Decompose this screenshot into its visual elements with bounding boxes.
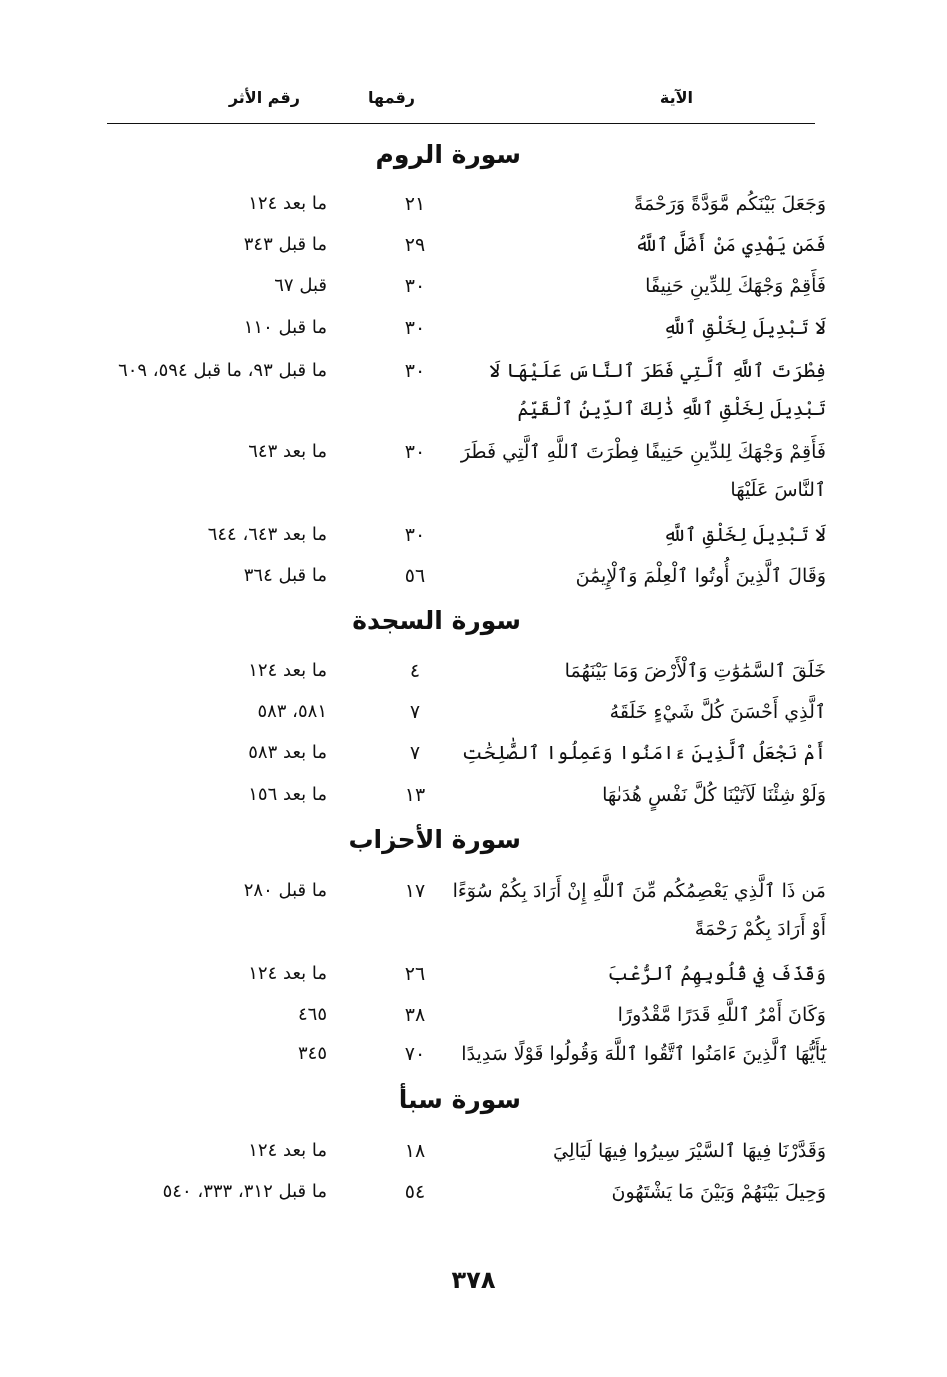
- verse-text: وَحِيلَ بَيْنَهُمْ وَبَيْنَ مَا يَشْتَهُونَ: [611, 1181, 826, 1203]
- verse-number: ٥٦: [404, 565, 426, 587]
- reference-number: ما قبل ٩٣، ما قبل ٥٩٤، ٦٠٩: [118, 360, 327, 381]
- verse-text: وَقَدَّرْنَا فِيهَا ٱلسَّيْرَ سِيرُوا فِيهَا لَيَالِيَ: [552, 1140, 826, 1162]
- verse-text: مَن ذَا ٱلَّذِي يَعْصِمُكُم مِّنَ ٱللَّهِ إِنْ أَرَادَ بِكُمْ سُوٓءًا أَوْ أَرَادَ بِكُمْ رَحْمَةً: [452, 880, 826, 940]
- reference-number: ما قبل ٣٤٣: [243, 234, 327, 255]
- verse-number: ٣٠: [404, 275, 426, 297]
- reference-number: ما قبل ١١٠: [243, 317, 327, 338]
- verse-number: ١٧: [404, 880, 426, 902]
- verse-text: فَمَن يَهْدِي مَنْ أَضَلَّ ٱللَّهُ: [634, 234, 826, 256]
- verse-text: وَقَالَ ٱلَّذِينَ أُوتُوا ٱلْعِلْمَ وَٱلْإِيمَٰنَ: [575, 565, 826, 587]
- verse-column-header: الآية: [659, 88, 693, 107]
- surah-title: سورة الأحزاب: [348, 825, 521, 854]
- verse-text: يَٰٓأَيُّهَا ٱلَّذِينَ ءَامَنُوا ٱتَّقُوا ٱللَّهَ وَقُولُوا قَوْلًا سَدِيدًا: [461, 1043, 826, 1065]
- reference-number: ما بعد ٥٨٣: [248, 742, 327, 763]
- verse-number: ٣٠: [404, 317, 426, 339]
- page-number: ٣٧٨: [451, 1266, 496, 1294]
- verse-text: وَقَذَفَ فِي قُلُوبِهِمُ ٱلرُّعْبَ: [607, 963, 826, 985]
- reference-number: قبل ٦٧: [274, 275, 327, 296]
- verse-text: فَأَقِمْ وَجْهَكَ لِلدِّينِ حَنِيفًا: [645, 275, 826, 297]
- verse-text: وَكَانَ أَمْرُ ٱللَّهِ قَدَرًا مَّقْدُورًا: [617, 1004, 826, 1026]
- table-header: [0, 86, 947, 116]
- verse-number: ٣٠: [404, 524, 426, 546]
- verse-text: ٱلَّذِي أَحْسَنَ كُلَّ شَيْءٍ خَلَقَهُ: [609, 701, 826, 723]
- surah-title: سورة السجدة: [352, 606, 521, 635]
- verse-number: ٥٤: [404, 1181, 426, 1203]
- verse-number: ١٣: [404, 784, 426, 806]
- reference-number: ما بعد ٦٤٣، ٦٤٤: [207, 524, 327, 545]
- reference-number: ما قبل ٣١٢، ٣٣٣، ٥٤٠: [162, 1181, 327, 1202]
- reference-number: ما قبل ٢٨٠: [243, 880, 327, 901]
- reference-number: ٤٦٥: [297, 1004, 327, 1025]
- reference-number: ٣٤٥: [297, 1043, 327, 1064]
- reference-number: ما قبل ٣٦٤: [243, 565, 327, 586]
- reference-number: ما بعد ١٢٤: [248, 1140, 327, 1161]
- verse-text: فَأَقِمْ وَجْهَكَ لِلدِّينِ حَنِيفًا فِطْرَتَ ٱللَّهِ ٱلَّتِي فَطَرَ ٱلنَّاسَ عَلَيْهَا: [460, 441, 826, 501]
- verse-text: خَلَقَ ٱلسَّمَٰوَٰتِ وَٱلْأَرْضَ وَمَا بَيْنَهُمَا: [564, 660, 826, 682]
- verse-text: لَا تَبْدِيلَ لِخَلْقِ ٱللَّهِ: [663, 317, 826, 339]
- header-divider: [107, 123, 815, 124]
- verse-number: ٣٠: [404, 360, 426, 382]
- verse-number: ٢١: [404, 193, 426, 215]
- number-column-header: رقمها: [368, 88, 415, 107]
- reference-number: ما بعد ١٢٤: [248, 660, 327, 681]
- reference-number: ما بعد ١٥٦: [248, 784, 327, 805]
- verse-number: ٢٦: [404, 963, 426, 985]
- verse-number: ٣٠: [404, 441, 426, 463]
- verse-number: ٧: [409, 742, 421, 764]
- reference-number: ما بعد ١٢٤: [248, 193, 327, 214]
- verse-number: ٧٠: [404, 1043, 426, 1065]
- reference-number: ما بعد ١٢٤: [248, 963, 327, 984]
- surah-title: سورة الروم: [375, 140, 521, 169]
- verse-number: ٣٨: [404, 1004, 426, 1026]
- verse-number: ١٨: [404, 1140, 426, 1162]
- verse-number: ٢٩: [404, 234, 426, 256]
- verse-number: ٧: [409, 701, 421, 723]
- verse-text: فِطْرَتَ ٱللَّهِ ٱلَّتِي فَطَرَ ٱلنَّاسَ عَلَيْهَا لَا تَبْدِيلَ لِخَلْقِ ٱللَّهِ ذَٰلِكَ ٱلدِّينُ ٱلْقَيِّمُ: [489, 360, 826, 420]
- verse-text: لَا تَبْدِيلَ لِخَلْقِ ٱللَّهِ: [663, 524, 826, 546]
- reference-column-header: رقم الأثر: [228, 88, 300, 107]
- surah-title: سورة سبأ: [398, 1085, 521, 1114]
- verse-text: وَجَعَلَ بَيْنَكُم مَّوَدَّةً وَرَحْمَةً: [633, 193, 826, 215]
- reference-number: ٥٨١، ٥٨٣: [257, 701, 327, 722]
- verse-text: أَمْ نَجْعَلُ ٱلَّذِينَ ءَامَنُوا وَعَمِلُوا ٱلصَّٰلِحَٰتِ: [461, 742, 826, 764]
- verse-number: ٤: [409, 660, 421, 682]
- reference-number: ما بعد ٦٤٣: [248, 441, 327, 462]
- verse-text: وَلَوْ شِئْنَا لَآتَيْنَا كُلَّ نَفْسٍ هُدَىٰهَا: [602, 784, 826, 806]
